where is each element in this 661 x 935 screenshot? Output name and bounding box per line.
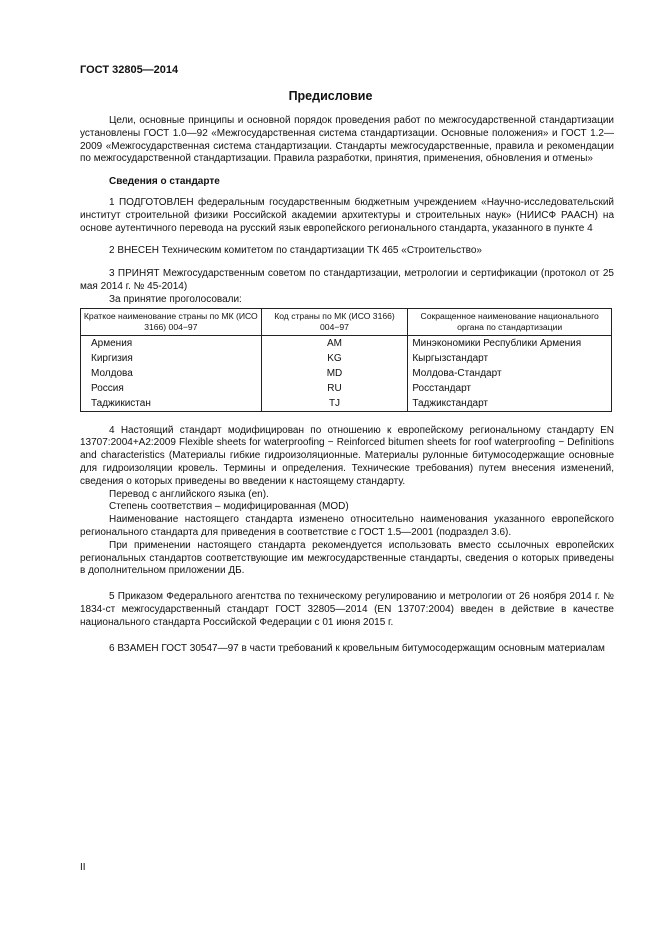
page-number: II	[80, 862, 86, 873]
country-code-cell: TJ	[261, 396, 408, 412]
standards-body-cell: Таджикстандарт	[408, 396, 612, 412]
country-name-cell: Таджикистан	[81, 396, 262, 412]
standards-body-cell: Молдова-Стандарт	[408, 366, 612, 381]
standards-body-cell: Минэкономики Республики Армения	[408, 335, 612, 351]
country-name-cell: Армения	[81, 335, 262, 351]
table-row	[81, 366, 612, 381]
standards-body-column-header: Сокращенное наименование национального органа по стандартизации	[408, 308, 612, 335]
table-row	[81, 335, 612, 351]
document-code-header: ГОСТ 32805—2014	[80, 64, 179, 76]
page-title: Предисловие	[288, 89, 373, 103]
standards-body-cell: Росстандарт	[408, 381, 612, 396]
item-6-paragraph: 6 ВЗАМЕН ГОСТ 30547—97 в части требований к кровельным битумосодержащим основным материалам	[109, 642, 605, 654]
standards-body-cell: Кыргызстандарт	[408, 351, 612, 366]
item-4-paragraph: 4 Настоящий стандарт модифицирован по отношению к европейскому региональному стандарту EN 13707:2004+A2:2009 Flexible sheets for waterproofing − Reinforced bitumen sheets for roof waterproofing − Definitions and characteristics (Материалы гибкие гидроизоляционные. Материалы рулонные битумосодержащие основные для гидроизоляции кровель. Термины и определения. Технические требования) путем внесения изменений, сведения о которых приведены во введении к настоящему стандарту.	[80, 424, 614, 487]
item-3-paragraph: 3 ПРИНЯТ Межгосударственным советом по стандартизации, метрологии и сертификации (протокол от 25 мая 2014 г. № 45-2014)	[80, 268, 614, 292]
document-body	[80, 115, 614, 655]
standard-info-heading: Сведения о стандарте	[109, 176, 220, 188]
country-name-cell: Россия	[81, 381, 262, 396]
item-1-paragraph: 1 ПОДГОТОВЛЕН федеральным государственным бюджетным учреждением «Научно-исследовательский институт строительной физики Российской академии архитектуры и строительных наук» (НИИСФ РААСН) на основе аутентичного перевода на русский язык европейского регионального стандарта, указанного в пункте 4	[80, 196, 614, 234]
item-2-paragraph: 2 ВНЕСЕН Техническим комитетом по стандартизации ТК 465 «Строительство»	[109, 245, 482, 257]
name-change-note: Наименование настоящего стандарта изменено относительно наименования указанного европейского регионального стандарта для приведения в соответствие с ГОСТ 1.5—2001 (подраздел 3.6).	[80, 514, 614, 538]
country-code-cell: KG	[261, 351, 408, 366]
country-code-column-header: Код страны по МК (ИСО 3166) 004−97	[261, 308, 408, 335]
table-row	[81, 351, 612, 366]
country-name-cell: Молдова	[81, 366, 262, 381]
degree-of-conformity: Степень соответствия – модифицированная (MOD)	[109, 501, 349, 513]
references-note: При применении настоящего стандарта рекомендуется использовать вместо ссылочных европейских региональных стандартов соответствующие им межгосударственные стандарты, сведения о которых приведены в дополнительном приложении ДБ.	[80, 539, 614, 577]
item-5-paragraph: 5 Приказом Федерального агентства по техническому регулированию и метрологии от 26 ноября 2014 г. № 1834-ст межгосударственный стандарт ГОСТ 32805—2014 (EN 13707:2004) введен в действие в качестве национального стандарта Российской Федерации с 01 июня 2015 г.	[80, 591, 614, 628]
country-code-cell: AM	[261, 335, 408, 351]
table-row	[81, 396, 612, 412]
country-name-column-header: Краткое наименование страны по МК (ИСО 3166) 004−97	[81, 308, 262, 335]
voting-table	[80, 308, 612, 412]
table-row	[81, 381, 612, 396]
country-code-cell: MD	[261, 366, 408, 381]
translation-note: Перевод с английского языка (en).	[109, 488, 269, 500]
vote-label: За принятие проголосовали:	[109, 293, 242, 305]
voting-table-header-row	[81, 308, 612, 335]
country-name-cell: Киргизия	[81, 351, 262, 366]
country-code-cell: RU	[261, 381, 408, 396]
intro-paragraph: Цели, основные принципы и основной порядок проведения работ по межгосударственной стандартизации установлены ГОСТ 1.0—92 «Межгосударственная система стандартизации. Основные положения» и ГОСТ 1.2—2009 «Межгосударственная система стандартизации. Стандарты межгосударственные, правила и рекомендации по межгосударственной стандартизации. Правила разработки, принятия, применения, обновления и отмены»	[80, 115, 614, 165]
